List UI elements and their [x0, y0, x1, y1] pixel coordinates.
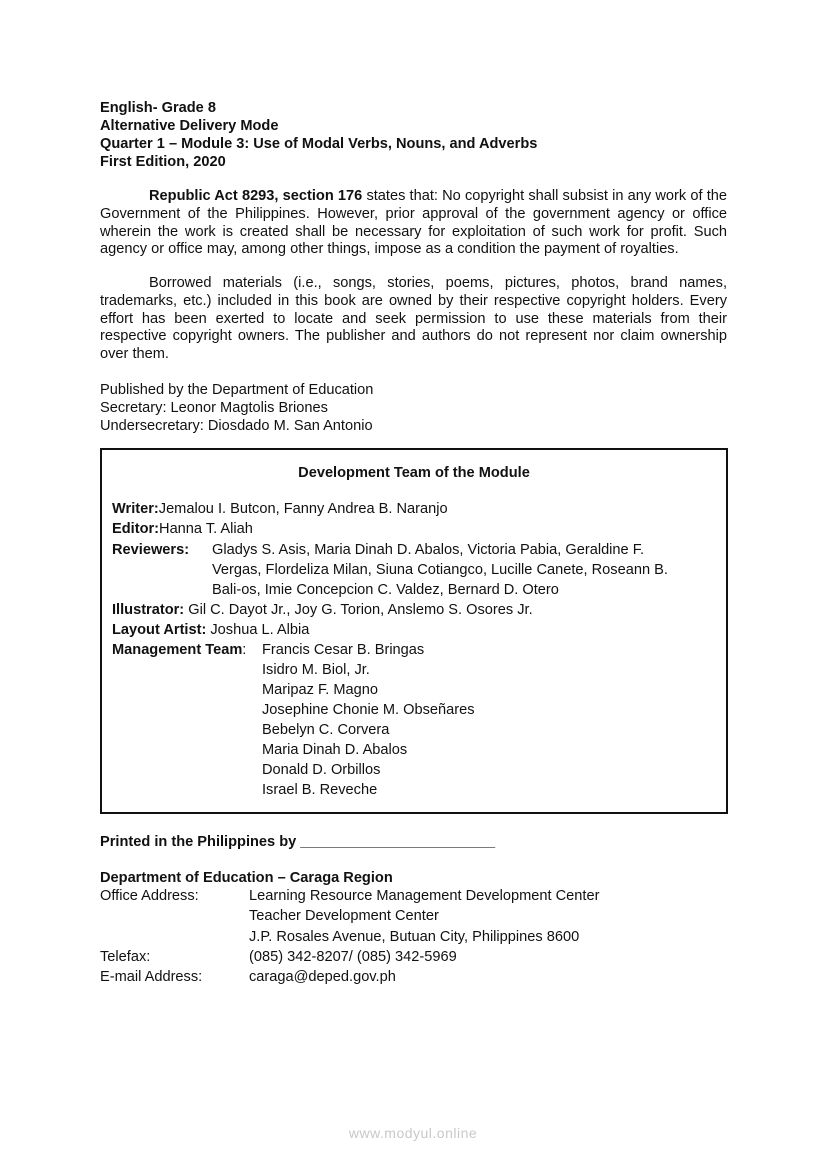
telefax-label: Telefax: [100, 949, 151, 965]
layout-artist-name: Joshua L. Albia [206, 622, 310, 638]
copyright-paragraph [100, 188, 727, 259]
management-member: Donald D. Orbillos [262, 762, 381, 778]
editor-label: Editor: [112, 521, 160, 537]
layout-artist-label: Layout Artist: [112, 622, 207, 638]
writer-label: Writer: [112, 501, 159, 517]
header-mode: Alternative Delivery Mode [100, 118, 279, 134]
reviewers-line: Gladys S. Asis, Maria Dinah D. Abalos, Victoria Pabia, Geraldine F. [212, 542, 645, 558]
header-grade: English- Grade 8 [100, 100, 216, 116]
telefax-value: (085) 342-8207/ (085) 342-5969 [249, 949, 457, 965]
office-title: Department of Education – Caraga Region [100, 870, 393, 886]
publisher-line: Published by the Department of Education [100, 382, 374, 398]
reviewers-line: Bali-os, Imie Concepcion C. Valdez, Bernard D. Otero [212, 582, 559, 598]
development-team-box [100, 448, 728, 814]
secretary-line: Secretary: Leonor Magtolis Briones [100, 400, 328, 416]
borrowed-materials-paragraph [100, 275, 727, 364]
editor-name: Hanna T. Aliah [159, 521, 253, 537]
printed-by-line: Printed in the Philippines by ________________________ [100, 834, 496, 850]
illustrator-label: Illustrator: [112, 602, 185, 618]
management-member: Maripaz F. Magno [262, 682, 378, 698]
management-member: Maria Dinah D. Abalos [262, 742, 408, 758]
office-address-line: Learning Resource Management Development Center [249, 888, 600, 904]
illustrator-names: Gil C. Dayot Jr., Joy G. Torion, Anslemo S. Osores Jr. [184, 602, 533, 618]
header-module-title: Quarter 1 – Module 3: Use of Modal Verbs, Nouns, and Adverbs [100, 136, 538, 152]
watermark: www.modyul.online [348, 1125, 478, 1141]
office-address-line: Teacher Development Center [249, 908, 439, 924]
reviewers-line: Vergas, Flordeliza Milan, Siuna Cotiangco, Lucille Canete, Roseann B. [212, 562, 668, 578]
management-label: Management Team [112, 642, 243, 658]
email-label: E-mail Address: [100, 969, 203, 985]
office-address-line: J.P. Rosales Avenue, Butuan City, Philippines 8600 [249, 929, 580, 945]
copyright-text: states that: No copyright shall subsist in any work of the Government of the Philippines. However, prior approval of the government agency or office wherein the work is created shall be necessary for exploitation of such work for profit. Such agency or office may, among other things, impose as a condition the payment of royalties. [100, 188, 727, 258]
management-member: Francis Cesar B. Bringas [262, 642, 425, 658]
management-colon: : [242, 642, 247, 658]
borrowed-text: Borrowed materials (i.e., songs, stories, poems, pictures, photos, brand names, trademarks, etc.) included in this book are owned by their respective copyright holders. Every effort has been exerted to locate and seek permission to use these materials from their respective copyright owners. The publisher and authors do not represent nor claim ownership over them. [100, 275, 727, 363]
office-address-label: Office Address: [100, 888, 199, 904]
management-member: Isidro M. Biol, Jr. [262, 662, 370, 678]
writer-row [112, 500, 448, 518]
writer-names: Jemalou I. Butcon, Fanny Andrea B. Naranjo [158, 501, 448, 517]
management-label-row [112, 641, 246, 659]
management-member: Israel B. Reveche [262, 782, 378, 798]
layout-artist-row [112, 621, 309, 639]
undersecretary-line: Undersecretary: Diosdado M. San Antonio [100, 418, 373, 434]
editor-row [112, 520, 253, 538]
header-edition: First Edition, 2020 [100, 154, 226, 170]
copyright-law-ref: Republic Act 8293, section 176 [149, 188, 363, 204]
reviewers-label: Reviewers: [112, 542, 190, 558]
management-member: Bebelyn C. Corvera [262, 722, 390, 738]
management-member: Josephine Chonie M. Obseñares [262, 702, 475, 718]
email-value: caraga@deped.gov.ph [249, 969, 396, 985]
illustrator-row [112, 601, 533, 619]
team-title: Development Team of the Module [298, 465, 530, 481]
